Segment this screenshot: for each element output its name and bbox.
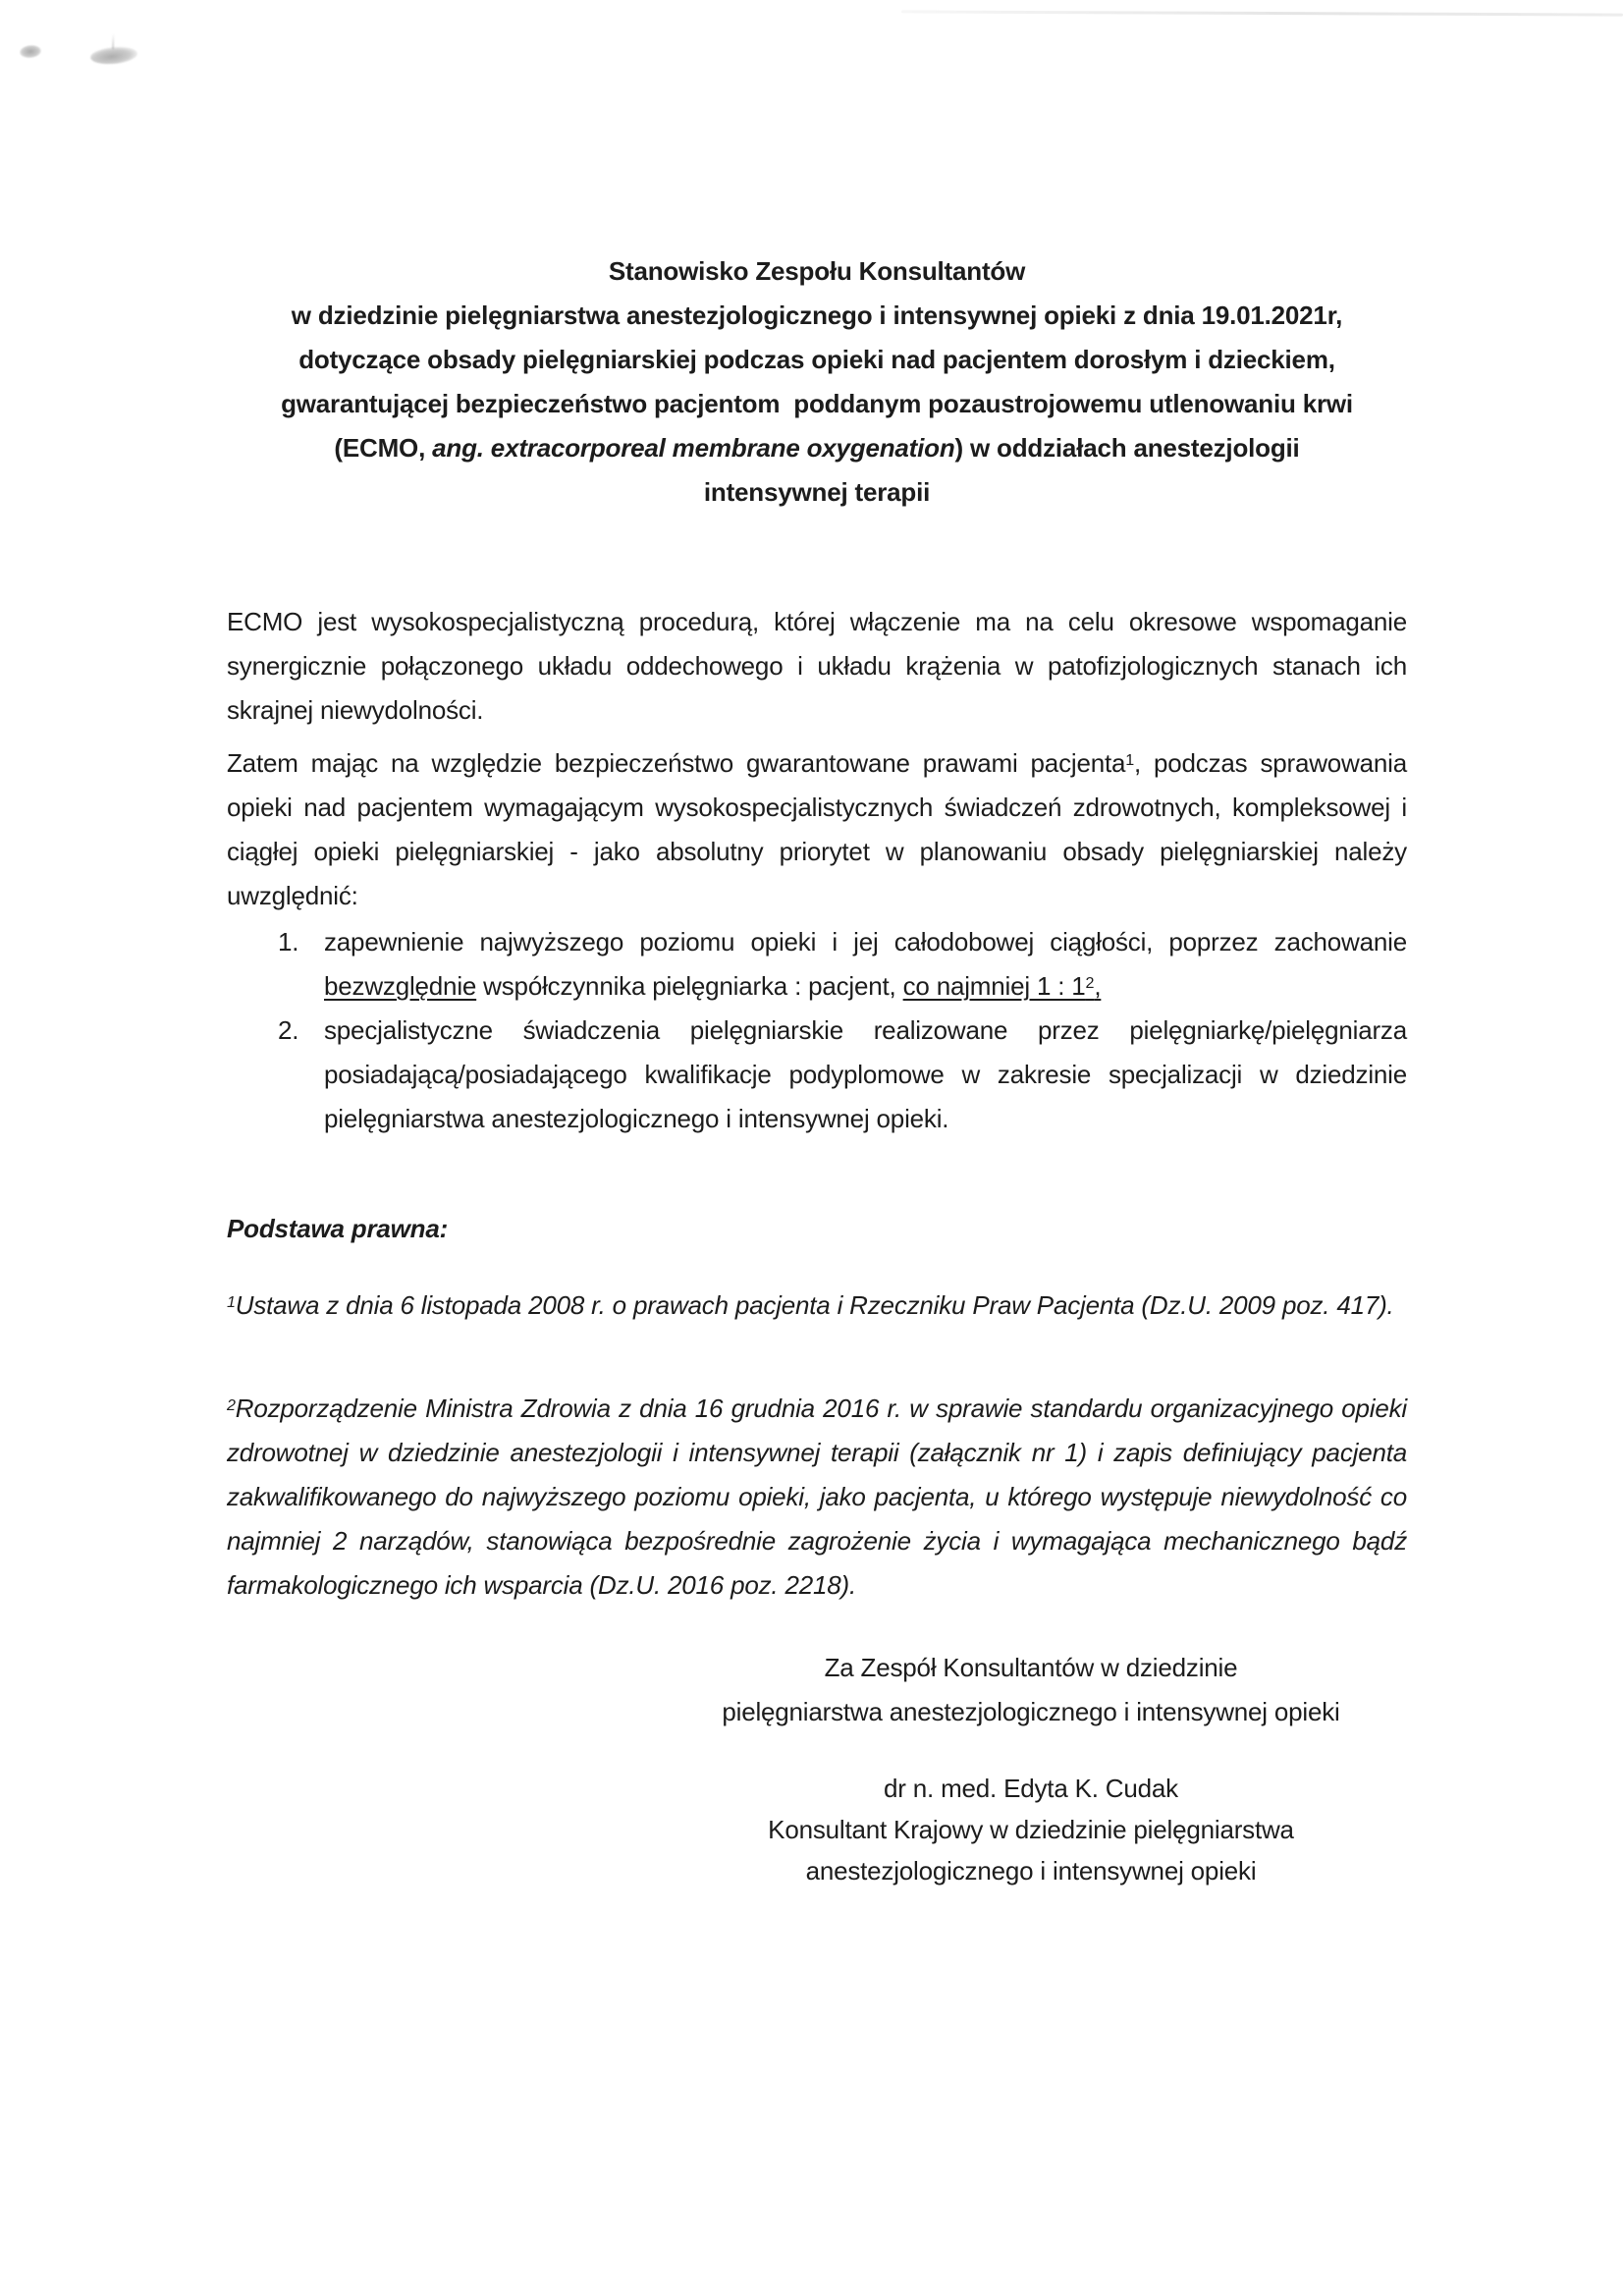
- staffing-requirements-list: [227, 920, 1407, 1141]
- scan-streak-line: [901, 10, 1623, 16]
- footnote-ref-1: 1: [1125, 750, 1135, 769]
- paragraph-ecmo-intro: ECMO jest wysokospecjalistyczną procedurą, której włączenie ma na celu okresowe wspomaganie synergicznie połączonego układu oddechowego i układu krążenia w patofizjologicznych stanach ich skrajnej niewydolności.: [227, 607, 1407, 725]
- title-line-6: intensywnej terapii: [703, 477, 931, 507]
- title-line-4: gwarantującej bezpieczeństwo pacjentom poddanym pozaustrojowemu utlenowaniu krwi: [281, 389, 1353, 418]
- legal-basis-heading: Podstawa prawna:: [227, 1214, 449, 1243]
- list-item-2-text: specjalistyczne świadczenia pielęgniarskie realizowane przez pielęgniarkę/pielęgniarza posiadającą/posiadającego kwalifikacje podyplomowe w zakresie specjalizacji w dziedzinie pielęgniarstwa anestezjologicznego i intensywnej opieki.: [324, 1015, 1407, 1133]
- list-item-2-number: 2.: [278, 1015, 299, 1045]
- list-item-1: [227, 920, 1407, 1009]
- list-item-1-number: 1.: [278, 927, 299, 957]
- list-item-1-middle: współczynnika pielęgniarka : pacjent,: [476, 971, 903, 1001]
- signature-role-line-2: anestezjologicznego i intensywnej opieki: [805, 1856, 1257, 1886]
- signature-org-line-2: pielęgniarstwa anestezjologicznego i intensywnej opieki: [722, 1697, 1340, 1726]
- footnote-1-text: Ustawa z dnia 6 listopada 2008 r. o prawach pacjenta i Rzeczniku Praw Pacjenta (Dz.U. 2009 poz. 417).: [235, 1290, 1394, 1320]
- title-line-3: dotyczące obsady pielęgniarskiej podczas opieki nad pacjentem dorosłym i dzieckiem,: [298, 345, 1335, 374]
- title-ecmo-open: (ECMO,: [334, 433, 433, 463]
- signature-role-line-1: Konsultant Krajowy w dziedzinie pielęgniarstwa: [768, 1815, 1294, 1844]
- title-line-1: Stanowisko Zespołu Konsultantów: [608, 256, 1026, 286]
- signature-org-line-1: Za Zespół Konsultantów w dziedzinie: [824, 1653, 1238, 1682]
- paragraph-priorities: [227, 741, 1407, 918]
- scan-smudge-small: [19, 44, 41, 59]
- footnote-2: [227, 1387, 1407, 1608]
- footnote-2-text: Rozporządzenie Ministra Zdrowia z dnia 16 grudnia 2016 r. w sprawie standardu organizacyjnego opieki zdrowotnej w dziedzinie anestezjologii i intensywnej terapii (załącznik nr 1) i zapis definiujący pacjenta zakwalifikowanego do najwyższego poziomu opieki, jako pacjenta, u którego występuje niewydolność co najmniej 2 narządów, stanowiąca bezpośrednie zagrożenie życia i wymagająca mechanicznego bądź farmakologicznego ich wsparcia (Dz.U. 2016 poz. 2218).: [227, 1394, 1407, 1600]
- signature-person: [442, 1768, 1620, 1891]
- underline-ratio: [903, 971, 1102, 1001]
- underline-bezwzglednie: bezwzględnie: [324, 971, 477, 1001]
- title-line-2: w dziedzinie pielęgniarstwa anestezjologicznego i intensywnej opieki z dnia 19.01.2021r,: [291, 301, 1343, 330]
- footnote-2-marker: 2: [227, 1395, 236, 1414]
- list-item-2: [227, 1009, 1407, 1141]
- paragraph-priorities-continuation: , podczas sprawowania opieki nad pacjentem wymagającym wysokospecjalistycznych świadczeń zdrowotnych, kompleksowej i ciągłej opieki pielęgniarskiej - jako absolutny priorytet w planowaniu obsady pielęgniarskiej należy uwzględnić:: [227, 748, 1407, 910]
- document-title: [227, 249, 1407, 515]
- list-item-1-text: [324, 927, 1407, 1001]
- signature-name: dr n. med. Edyta K. Cudak: [884, 1774, 1178, 1803]
- title-ecmo-close: ) w oddziałach anestezjologii: [954, 433, 1300, 463]
- footnote-1: [227, 1284, 1407, 1328]
- footnote-ref-2: 2: [1085, 973, 1095, 992]
- title-english-term: ang. extracorporeal membrane oxygenation: [432, 433, 955, 463]
- paragraph-priorities-text: Zatem mając na względzie bezpieczeństwo gwarantowane prawami pacjenta: [227, 748, 1126, 778]
- signature-organization: [442, 1646, 1620, 1734]
- scan-smudge-large: [89, 44, 138, 67]
- list-item-1-lead: zapewnienie najwyższego poziomu opieki i jej całodobowej ciągłości, poprzez zachowanie: [324, 927, 1407, 957]
- title-line-5: [227, 426, 1407, 470]
- ratio-tail: ,: [1094, 971, 1102, 1001]
- footnote-1-marker: 1: [227, 1292, 236, 1311]
- ratio-text: co najmniej 1 : 1: [902, 971, 1086, 1001]
